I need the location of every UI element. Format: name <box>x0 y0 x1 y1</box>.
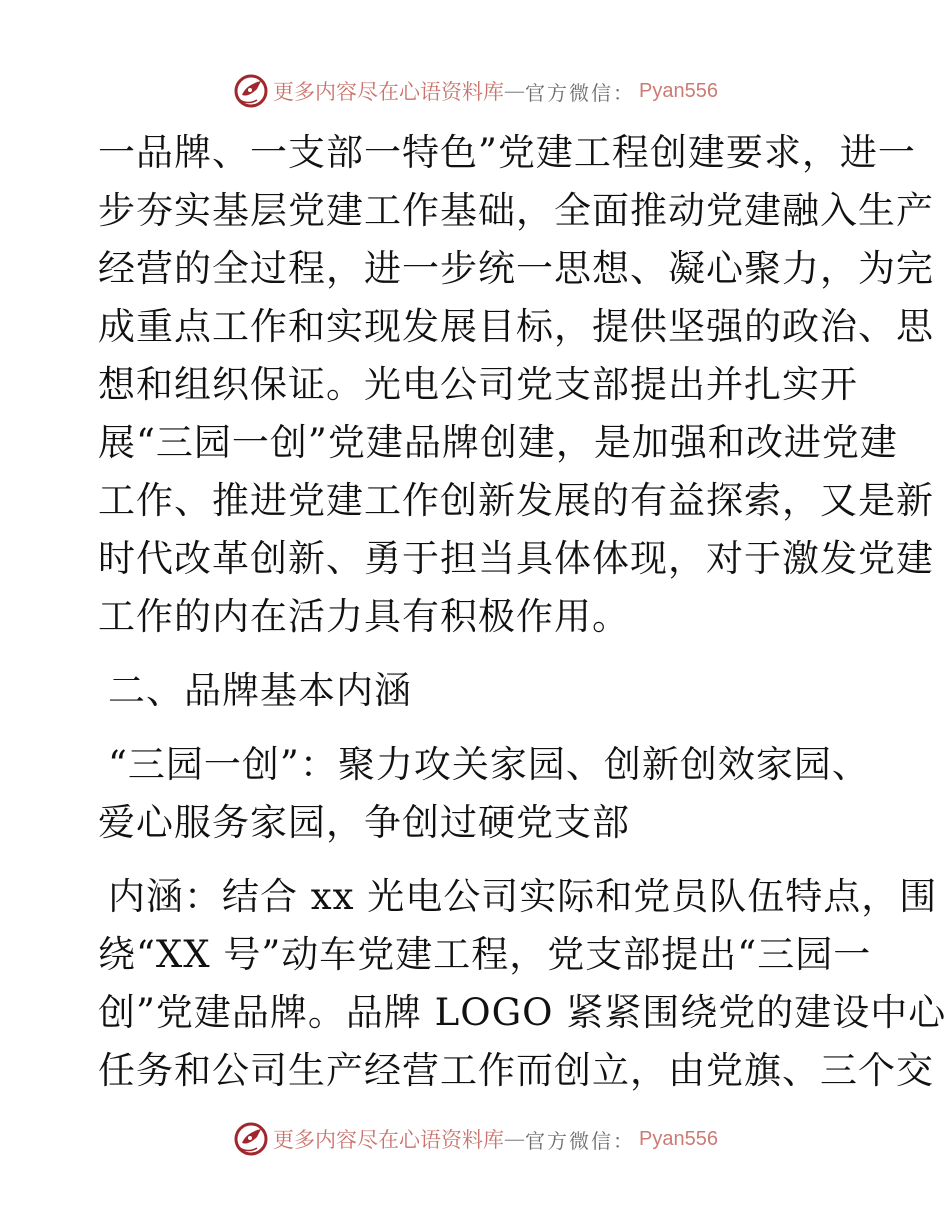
watermark-wechat-id: Pyan556 <box>639 79 718 102</box>
text-line: 一品牌、一支部一特色”党建工程创建要求，进一 <box>98 131 916 174</box>
watermark-label: 官方微信： <box>525 1128 635 1153</box>
document-body <box>98 124 947 1100</box>
text-line: 展“三园一创”党建品牌创建，是加强和改进党建 <box>98 421 898 464</box>
pen-nib-logo-icon <box>233 73 269 109</box>
text-line: 绕“XX 号”动车党建工程，党支部提出“三园一 <box>98 933 872 976</box>
watermark-brand-text: 更多内容尽在心语资料库 <box>273 80 504 104</box>
paragraph-intro <box>98 124 934 646</box>
watermark-brand-text: 更多内容尽在心语资料库 <box>273 1128 504 1152</box>
watermark-dash: — <box>504 1127 525 1151</box>
text-line: 工作、推进党建工作创新发展的有益探索，又是新 <box>98 479 934 522</box>
watermark-dash: — <box>504 79 525 103</box>
text-line: 爱心服务家园，争创过硬党支部 <box>98 801 630 844</box>
pen-nib-logo-icon <box>233 1121 269 1157</box>
text-line: 创”党建品牌。品牌 LOGO 紧紧围绕党的建设中心 <box>98 991 947 1034</box>
footer-watermark <box>233 1119 718 1159</box>
text-line: 任务和公司生产经营工作而创立，由党旗、三个交 <box>98 1049 934 1092</box>
text-line: 想和组织保证。光电公司党支部提出并扎实开 <box>98 363 858 406</box>
text-line: 成重点工作和实现发展目标，提供坚强的政治、思 <box>98 305 934 348</box>
watermark-label: 官方微信： <box>525 80 635 105</box>
text-line: 经营的全过程，进一步统一思想、凝心聚力，为完 <box>98 247 934 290</box>
text-line: 内涵：结合 xx 光电公司实际和党员队伍特点，围 <box>108 875 938 918</box>
text-line: 步夯实基层党建工作基础，全面推动党建融入生产 <box>98 189 934 232</box>
text-line: “三园一创”：聚力攻关家园、创新创效家园、 <box>108 743 870 786</box>
paragraph-connotation <box>98 868 947 1100</box>
text-line: 时代改革创新、勇于担当具体体现，对于激发党建 <box>98 537 934 580</box>
header-watermark <box>233 71 718 111</box>
watermark-wechat-id: Pyan556 <box>639 1127 718 1150</box>
paragraph-brand-definition <box>98 736 870 852</box>
section-heading: 二、品牌基本内涵 <box>108 669 412 712</box>
text-line: 工作的内在活力具有积极作用。 <box>98 595 630 638</box>
